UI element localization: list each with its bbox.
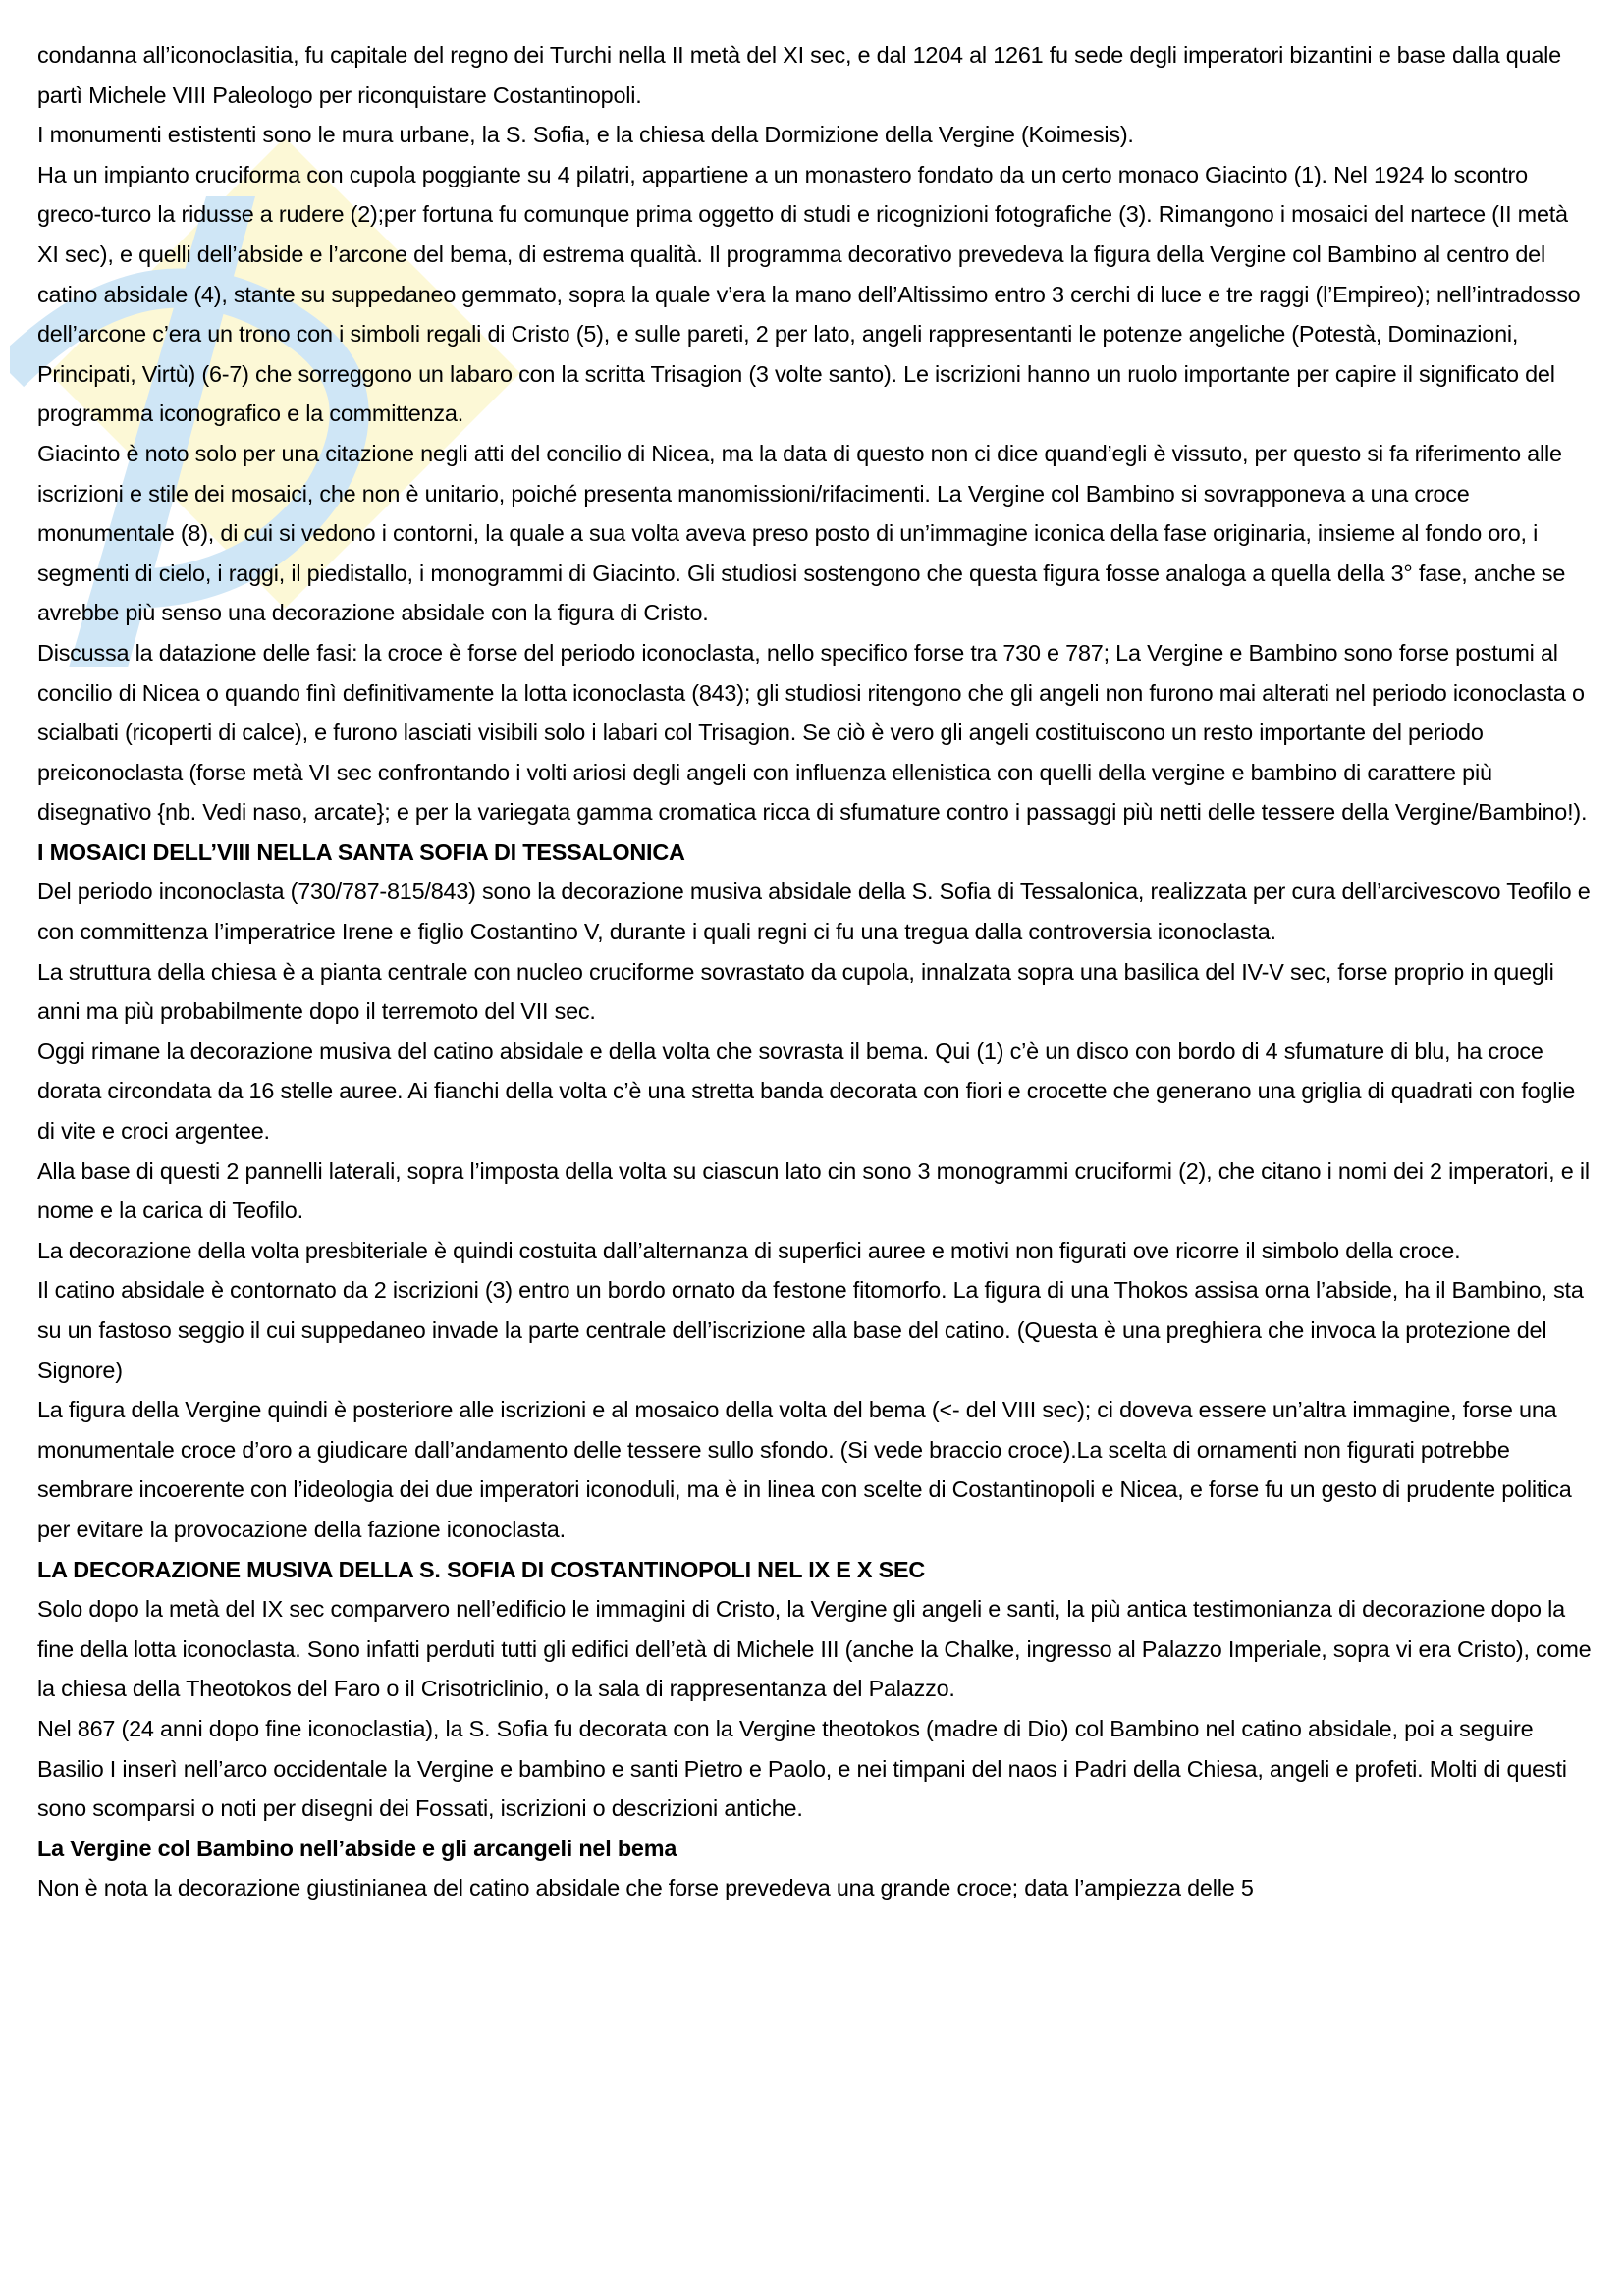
- paragraph: La struttura della chiesa è a pianta centrale con nucleo cruciforme sovrastato da cupola, innalzata sopra una basilica del IV-V sec, forse proprio in quegli anni ma più probabilmente dopo il terremoto del VII sec.: [37, 958, 1554, 1025]
- paragraph: Discussa la datazione delle fasi: la croce è forse del periodo iconoclasta, nello specifico forse tra 730 e 787; La Vergine e Bambino sono forse postumi al concilio di Nicea o quando finì definitivamente la lotta iconoclasta (843); gli studiosi ritengono che gli angeli non furono mai alterati nel periodo iconoclasta o scialbati (ricoperti di calce), e furono lasciati visibili solo i labari col Trisagion. Se ciò è vero gli angeli costituiscono un resto importante del periodo preiconoclasta (forse metà VI sec confrontando i volti ariosi degli angeli con influenza ellenistica con quelli della vergine e bambino di carattere più disegnativo {nb. Vedi naso, arcate}; e per la variegata gamma cromatica ricca di sfumature contro i passaggi più netti delle tessere della Vergine/Bambino!).: [37, 639, 1588, 826]
- paragraph: La figura della Vergine quindi è posteriore alle iscrizioni e al mosaico della volta del bema (<- del VIII sec); ci doveva essere un’altra immagine, forse una monumentale croce d’oro a giudicare dall’andamento delle tessere sullo sfondo. (Si vede braccio croce).La scelta di ornamenti non figurati potrebbe sembrare incoerente con l’ideologia dei due imperatori iconoduli, ma è in linea con scelte di Costantinopoli e Nicea, e forse fu un gesto di prudente politica per evitare la provocazione della fazione iconoclasta.: [37, 1397, 1572, 1542]
- paragraph: Giacinto è noto solo per una citazione negli atti del concilio di Nicea, ma la data di questo non ci dice quand’egli è vissuto, per questo si fa riferimento alle iscrizioni e stile dei mosaici, che non è unitario, poiché presenta manomissioni/rifacimenti. La Vergine col Bambino si sovrapponeva a una croce monumentale (8), di cui si vedono i contorni, la quale a sua volta aveva preso posto di un’immagine iconica della fase originaria, insieme al fondo oro, i segmenti di cielo, i raggi, il piedistallo, i monogrammi di Giacinto. Gli studiosi sostengono che questa figura fosse analoga a quella della 3° fase, anche se avrebbe più senso una decorazione absidale con la figura di Cristo.: [37, 440, 1566, 626]
- paragraph: condanna all’iconoclasitia, fu capitale del regno dei Turchi nella II metà del XI sec, e dal 1204 al 1261 fu sede degli imperatori bizantini e base dalla quale partì Michele VIII Paleologo per riconquistare Costantinopoli.: [37, 42, 1561, 108]
- document-page: [37, 35, 1594, 1908]
- paragraph: I monumenti estistenti sono le mura urbane, la S. Sofia, e la chiesa della Dormizione della Vergine (Koimesis).: [37, 122, 1134, 148]
- paragraph: Solo dopo la metà del IX sec comparvero nell’edificio le immagini di Cristo, la Vergine gli angeli e santi, la più antica testimonianza di decorazione dopo la fine della lotta iconoclasta. Sono infatti perduti tutti gli edifici dell’età di Michele III (anche la Chalke, ingresso al Palazzo Imperiale, sopra vi era Cristo), come la chiesa della Theotokos del Faro o il Crisotriclinio, o la sala di rappresentanza del Palazzo.: [37, 1596, 1592, 1702]
- paragraph: Non è nota la decorazione giustinianea del catino absidale che forse prevedeva una grande croce; data l’ampiezza delle 5: [37, 1875, 1254, 1901]
- paragraph: La decorazione della volta presbiteriale è quindi costuita dall’alternanza di superfici auree e motivi non figurati ove ricorre il simbolo della croce.: [37, 1237, 1461, 1263]
- paragraph: Il catino absidale è contornato da 2 iscrizioni (3) entro un bordo ornato da festone fitomorfo. La figura di una Thokos assisa orna l’abside, ha il Bambino, sta su un fastoso seggio il cui suppedaneo invade la parte centrale dell’iscrizione alla base del catino. (Questa è una preghiera che invoca la protezione del Signore): [37, 1277, 1584, 1383]
- paragraph: Oggi rimane la decorazione musiva del catino absidale e della volta che sovrasta il bema. Qui (1) c’è un disco con bordo di 4 sfumature di blu, ha croce dorata circondata da 16 stelle auree. Ai fianchi della volta c’è una stretta banda decorata con fiori e crocette che generano una griglia di quadrati con foglie di vite e croci argentee.: [37, 1038, 1576, 1145]
- section-heading: I MOSAICI DELL’VIII NELLA SANTA SOFIA DI TESSALONICA: [37, 838, 685, 865]
- paragraph: Ha un impianto cruciforma con cupola poggiante su 4 pilatri, appartiene a un monastero fondato da un certo monaco Giacinto (1). Nel 1924 lo scontro greco-turco la ridusse a rudere (2);per fortuna fu comunque prima oggetto di studi e ricognizioni fotografiche (3). Rimangono i mosaici del nartece (II metà XI sec), e quelli dell’abside e l’arcone del bema, di estrema qualità. Il programma decorativo prevedeva la figura della Vergine col Bambino al centro del catino absidale (4), stante su suppedaneo gemmato, sopra la quale v’era la mano dell’Altissimo entro 3 cerchi di luce e tre raggi (l’Empireo); nell’intradosso dell’arcone c’era un trono con i simboli regali di Cristo (5), e sulle pareti, 2 per lato, angeli rappresentanti le potenze angeliche (Potestà, Dominazioni, Principati, Virtù) (6-7) che sorreggono un labaro con la scritta Trisagion (3 volte santo). Le iscrizioni hanno un ruolo importante per capire il significato del programma iconografico e la committenza.: [37, 161, 1581, 427]
- paragraph: Nel 867 (24 anni dopo fine iconoclastia), la S. Sofia fu decorata con la Vergine theotokos (madre di Dio) col Bambino nel catino absidale, poi a seguire Basilio I inserì nell’arco occidentale la Vergine e bambino e santi Pietro e Paolo, e nei timpani del naos i Padri della Chiesa, angeli e profeti. Molti di questi sono scomparsi o noti per disegni dei Fossati, iscrizioni o descrizioni antiche.: [37, 1715, 1567, 1822]
- paragraph: Alla base di questi 2 pannelli laterali, sopra l’imposta della volta su ciascun lato cin sono 3 monogrammi cruciformi (2), che citano i nomi dei 2 imperatori, e il nome e la carica di Teofilo.: [37, 1157, 1590, 1224]
- section-heading: LA DECORAZIONE MUSIVA DELLA S. SOFIA DI COSTANTINOPOLI NEL IX E X SEC: [37, 1556, 926, 1582]
- paragraph: Del periodo inconoclasta (730/787-815/843) sono la decorazione musiva absidale della S. Sofia di Tessalonica, realizzata per cura dell’arcivescovo Teofilo e con committenza l’imperatrice Irene e figlio Costantino V, durante i quali regni ci fu una tregua dalla controversia iconoclasta.: [37, 879, 1591, 945]
- section-heading: La Vergine col Bambino nell’abside e gli arcangeli nel bema: [37, 1835, 677, 1861]
